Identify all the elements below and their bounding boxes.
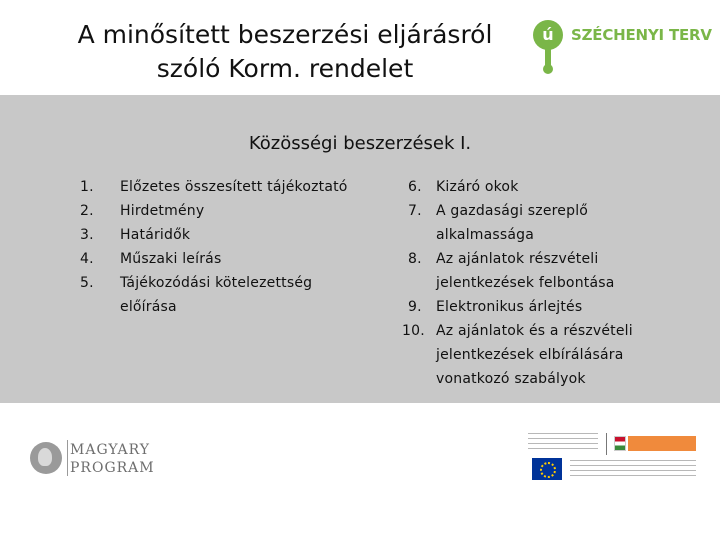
magyary-program-logo	[30, 440, 170, 480]
magyary-emblem-icon	[30, 442, 62, 474]
slide-title-line-1: A minősített beszerzési eljárásról	[77, 20, 493, 49]
list-item-text: Elektronikus árlejtés	[436, 299, 583, 315]
eu-funding-text-block	[570, 460, 696, 480]
list-item	[80, 175, 380, 199]
list-item-number: 5.	[80, 275, 94, 291]
list-item-number: 4.	[80, 251, 94, 267]
list-item-text: Az ajánlatok részvételi	[436, 251, 599, 267]
list-item-number: 9.	[408, 299, 422, 315]
list-item-text: Tájékozódási kötelezettség	[120, 275, 313, 291]
list-item-text: Műszaki leírás	[120, 251, 222, 267]
list-item	[80, 199, 380, 223]
list-item-text-continued: jelentkezések elbírálására	[436, 347, 624, 363]
list-item-number: 8.	[408, 251, 422, 267]
magyary-logo-line-2: PROGRAM	[70, 460, 155, 476]
list-item	[408, 199, 708, 247]
list-item	[80, 247, 380, 271]
list-item-text: Előzetes összesített tájékoztató	[120, 179, 348, 195]
eu-flag-icon	[532, 458, 562, 480]
list-item-text: Hirdetmény	[120, 203, 205, 219]
szechenyi-terv-logo	[533, 20, 713, 76]
list-item-number: 3.	[80, 227, 94, 243]
list-item-text: Az ajánlatok és a részvételi	[436, 323, 633, 339]
list-item-text-continued: jelentkezések felbontása	[436, 275, 615, 291]
logo-divider	[67, 440, 68, 476]
szechenyi-pin-tail	[545, 47, 551, 69]
list-item	[402, 319, 708, 391]
list-item-text: A gazdasági szereplő	[436, 203, 589, 219]
government-banner	[628, 436, 696, 451]
list-item-text: Határidők	[120, 227, 191, 243]
list-item-number: 6.	[408, 179, 422, 195]
hungary-flag-icon	[614, 436, 626, 451]
magyary-logo-line-1: MAGYARY	[70, 442, 151, 458]
funding-logos	[528, 433, 698, 483]
list-item-text-continued: alkalmassága	[436, 227, 535, 243]
slide-title-line-2: szóló Korm. rendelet	[156, 54, 414, 83]
szechenyi-pin-icon: ú	[533, 20, 563, 50]
topic-list-left	[80, 175, 380, 319]
funding-divider	[606, 433, 607, 455]
topic-list-right	[402, 175, 708, 391]
list-item-number: 10.	[402, 323, 425, 339]
szechenyi-logo-text: SZÉCHENYI TERV	[571, 26, 712, 44]
list-item-number: 1.	[80, 179, 94, 195]
ministry-text-block	[528, 433, 598, 453]
slide-header	[0, 0, 720, 95]
list-item	[408, 247, 708, 295]
list-item-text-continued: előírása	[120, 299, 177, 315]
list-item	[408, 295, 708, 319]
list-item-number: 7.	[408, 203, 422, 219]
slide-title	[40, 18, 530, 86]
list-item	[80, 223, 380, 247]
list-item-text-continued: vonatkozó szabályok	[436, 371, 586, 387]
section-subtitle: Közösségi beszerzések I.	[248, 133, 472, 154]
list-item	[80, 271, 380, 319]
list-item-text: Kizáró okok	[436, 179, 519, 195]
list-item	[408, 175, 708, 199]
list-item-number: 2.	[80, 203, 94, 219]
